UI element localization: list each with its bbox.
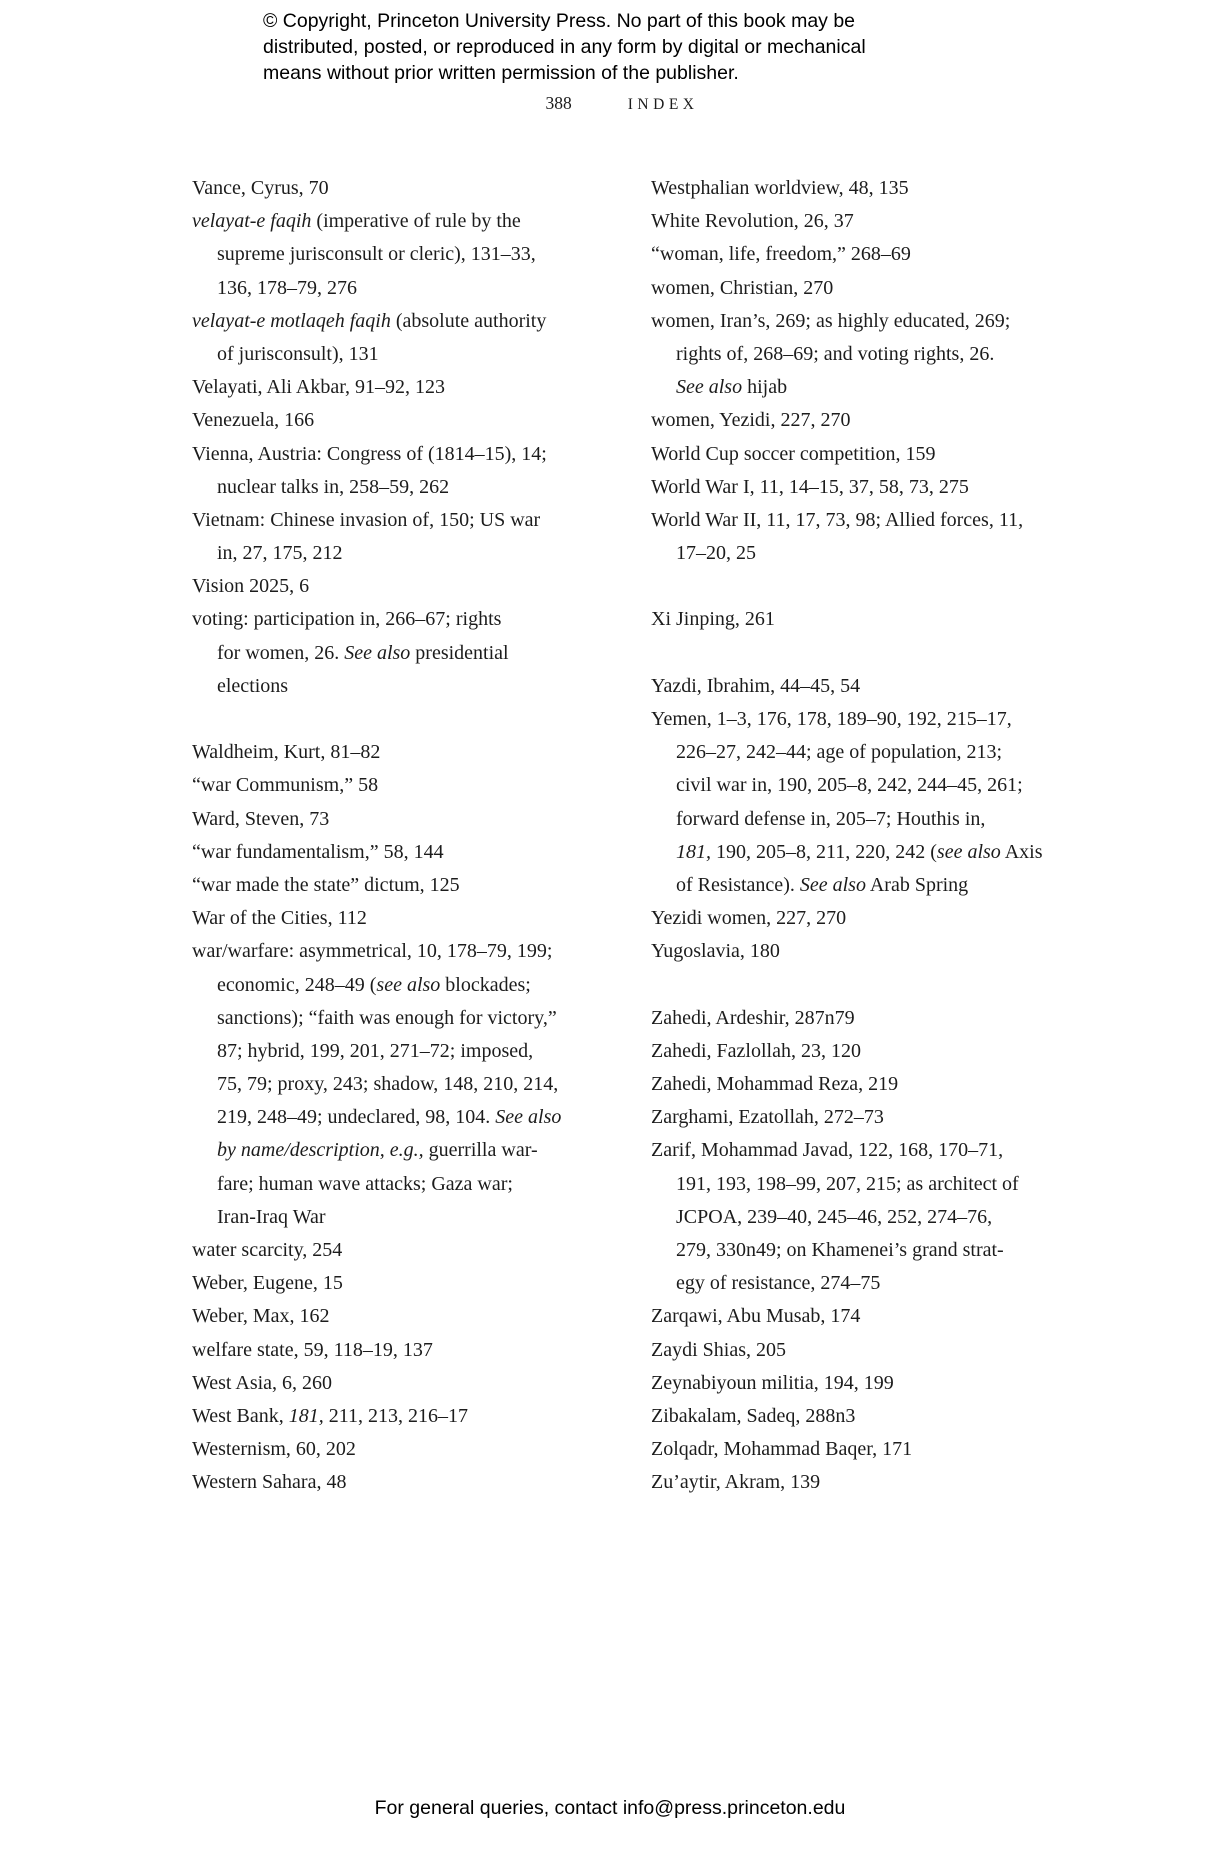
index-entry-line: Westernism, 60, 202 [192,1438,356,1461]
index-entry-line: women, Iran’s, 269; as highly educated, 269; [651,309,1011,332]
footer-contact-line: For general queries, contact info@press.princeton.edu [374,1797,846,1819]
index-entry-line: voting: participation in, 266–67; rights [192,608,502,631]
index-entry-line: Weber, Max, 162 [192,1305,330,1328]
index-entry-line: 219, 248–49; undeclared, 98, 104. See also [217,1106,562,1129]
index-entry-line: Vision 2025, 6 [192,575,310,598]
index-entry-line: supreme jurisconsult or cleric), 131–33, [217,243,536,266]
index-entry-line: sanctions); “faith was enough for victory,” [217,1006,557,1029]
index-entry-line: Western Sahara, 48 [192,1471,347,1494]
index-entry-line: JCPOA, 239–40, 245–46, 252, 274–76, [676,1205,993,1228]
index-entry-line: Weber, Eugene, 15 [192,1272,343,1295]
index-line-spacer [651,969,1111,1002]
index-entry-line: women, Yezidi, 227, 270 [651,409,851,432]
index-entry-line: 136, 178–79, 276 [217,276,357,299]
index-entry-line: Vienna, Austria: Congress of (1814–15), 14; [192,442,547,465]
index-entry-line: women, Christian, 270 [651,276,834,299]
index-entry-line: World War I, 11, 14–15, 37, 58, 73, 275 [651,475,969,498]
index-entry-line: Zarghami, Ezatollah, 272–73 [651,1106,884,1129]
index-entry-line: Zu’aytir, Akram, 139 [651,1471,821,1494]
index-entry-line: 17–20, 25 [676,542,756,565]
index-entry-line: Vance, Cyrus, 70 [192,177,329,199]
index-entry-line: Yemen, 1–3, 176, 178, 189–90, 192, 215–17, [651,708,1012,730]
index-entry-line: in, 27, 175, 212 [217,542,343,565]
index-entry-line: Zarif, Mohammad Javad, 122, 168, 170–71, [651,1139,1004,1162]
index-entry-line: velayat-e motlaqeh faqih (absolute authority [192,309,547,332]
index-entry-line: Yazdi, Ibrahim, 44–45, 54 [651,674,861,697]
section-title: INDEX [627,96,699,113]
index-line-spacer [651,570,1111,603]
index-entry-line: Zolqadr, Mohammad Baqer, 171 [651,1438,913,1461]
index-entry-line: fare; human wave attacks; Gaza war; [217,1172,513,1195]
index-entry-line: nuclear talks in, 258–59, 262 [217,475,450,498]
index-entry-line: Zahedi, Ardeshir, 287n79 [651,1006,855,1029]
index-entry-line: Zarqawi, Abu Musab, 174 [651,1305,861,1328]
running-head [192,93,1052,114]
index-entry-line: Westphalian worldview, 48, 135 [651,177,909,199]
index-entry-line: World Cup soccer competition, 159 [651,442,936,465]
index-line-spacer [192,703,632,736]
index-entry-line: World War II, 11, 17, 73, 98; Allied forces, 11, [651,508,1024,531]
index-entry-line: for women, 26. See also presidential [217,641,509,664]
index-entry-line: 87; hybrid, 199, 201, 271–72; imposed, [217,1039,534,1062]
index-column-right [651,172,1111,1500]
index-entry-line: Zaydi Shias, 205 [651,1338,786,1361]
index-entry-line: Zibakalam, Sadeq, 288n3 [651,1404,856,1427]
page-number: 388 [545,93,572,113]
index-entry-line: velayat-e faqih (imperative of rule by the [192,210,521,233]
index-entry-line: West Bank, 181, 211, 213, 216–17 [192,1404,468,1427]
index-entry-line: Velayati, Ali Akbar, 91–92, 123 [192,376,446,399]
index-entry-line: Zahedi, Fazlollah, 23, 120 [651,1039,861,1062]
index-entry-line: War of the Cities, 112 [192,907,367,930]
index-entry-line: Zeynabiyoun militia, 194, 199 [651,1371,894,1394]
copyright-line: distributed, posted, or reproduced in any form by digital or mechanical [263,36,866,58]
index-entry-line: Yugoslavia, 180 [651,940,780,963]
index-entry-line: Venezuela, 166 [192,409,315,432]
index-entry-line: water scarcity, 254 [192,1239,343,1261]
index-entry-line: 181, 190, 205–8, 211, 220, 242 (see also Axis [676,840,1043,863]
index-entry-line: See also hijab [676,376,788,399]
index-entry-line: 226–27, 242–44; age of population, 213; [676,741,1003,764]
index-entry-line: economic, 248–49 (see also blockades; [217,973,531,996]
index-entry-line: Iran-Iraq War [217,1205,326,1228]
index-entry-line: Yezidi women, 227, 270 [651,907,847,930]
index-entry-line: welfare state, 59, 118–19, 137 [192,1338,433,1361]
index-entry-line: West Asia, 6, 260 [192,1371,333,1394]
index-entry-line: civil war in, 190, 205–8, 242, 244–45, 261; [676,774,1023,797]
index-entry-line: 191, 193, 198–99, 207, 215; as architect of [676,1172,1019,1195]
index-entry-line: rights of, 268–69; and voting rights, 26. [676,342,995,365]
index-entry-line: “war Communism,” 58 [192,774,379,797]
index-line-spacer [651,637,1111,670]
copyright-line: © Copyright, Princeton University Press. No part of this book may be [263,10,856,32]
index-entry-line: “woman, life, freedom,” 268–69 [651,243,911,266]
index-entry-line: of Resistance). See also Arab Spring [676,873,969,896]
copyright-notice [263,8,983,86]
index-entry-line: White Revolution, 26, 37 [651,210,854,233]
index-entry-line: war/warfare: asymmetrical, 10, 178–79, 199; [192,940,553,963]
copyright-line: means without prior written permission of the publisher. [263,62,739,84]
index-entry-line: by name/description, e.g., guerrilla war- [217,1139,538,1162]
index-entry-line: “war fundamentalism,” 58, 144 [192,840,444,863]
index-column-left [192,172,632,1500]
index-entry-line: 75, 79; proxy, 243; shadow, 148, 210, 214, [217,1073,559,1096]
index-entry-line: Ward, Steven, 73 [192,807,330,830]
index-entry-line: elections [217,674,289,697]
index-entry-line: Xi Jinping, 261 [651,608,775,631]
index-entry-line: forward defense in, 205–7; Houthis in, [676,807,986,830]
index-entry-line: Zahedi, Mohammad Reza, 219 [651,1073,899,1096]
index-entry-line: of jurisconsult), 131 [217,342,379,365]
index-entry-line: Waldheim, Kurt, 81–82 [192,741,381,764]
index-entry-line: “war made the state” dictum, 125 [192,873,460,896]
index-entry-line: 279, 330n49; on Khamenei’s grand strat- [676,1239,1004,1261]
index-entry-line: egy of resistance, 274–75 [676,1272,881,1295]
index-entry-line: Vietnam: Chinese invasion of, 150; US war [192,508,541,531]
